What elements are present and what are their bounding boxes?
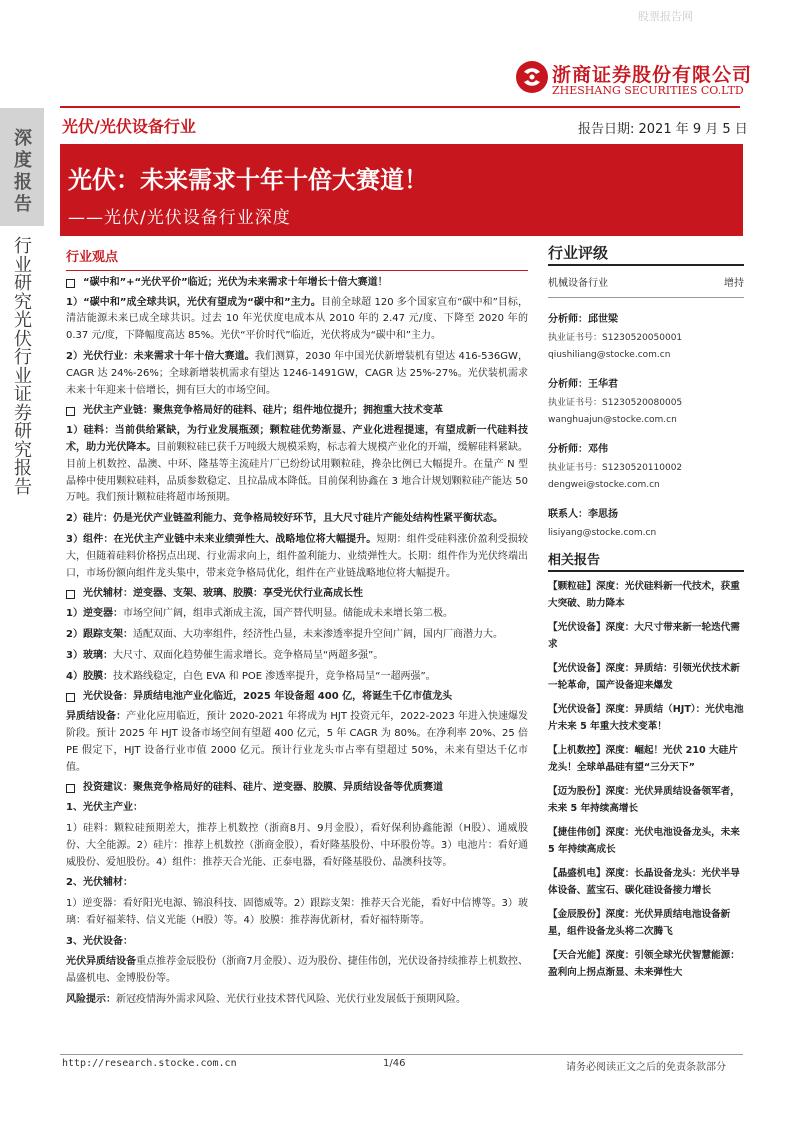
related-report-link[interactable]: 【捷佳伟创】深度：光伏电池设备龙头，未来 5 年持续高成长 (548, 827, 740, 855)
bullet-heading: 投资建议：聚焦竞争格局好的硅料、硅片、逆变器、胶膜、异质结设备等优质赛道 (66, 780, 528, 797)
analyst-card (548, 377, 744, 428)
rating-sector: 机械设备行业 (548, 278, 608, 289)
analyst-email[interactable]: wanghuajun@stocke.com.cn (548, 415, 677, 425)
related-report-link[interactable]: 【光伏设备】深度：异质结：引领光伏技术新一轮革命，国产设备迎来爆发 (548, 663, 740, 691)
paragraph: 1）逆变器：看好阳光电源、锦浪科技、固德威等。2）跟踪支架：推荐天合光能，看好中信博等。3）玻璃：看好福莱特、信义光能（H股）等。4）胶膜：推荐海优新材，看好福特斯等。 (66, 898, 528, 926)
related-report-link[interactable]: 【金辰股份】深度：光伏异质结电池设备新星，组件设备龙头将二次腾飞 (548, 909, 731, 937)
paragraph: 3）玻璃：大尺寸、双面化趋势催生需求增长。竞争格局呈“两超多强”。 (66, 649, 384, 661)
risk-warning: 风险提示：新冠疫情海外需求风险、光伏行业技术替代风险、光伏行业发展低于预期风险。 (66, 994, 466, 1006)
bullet-heading: 光伏主产业链：聚焦竞争格局好的硅料、硅片；组件地位提升；拥抱重大技术变革 (66, 403, 528, 420)
analyst-cert: 执业证书号：S1230520110002 (548, 463, 683, 473)
related-report-link[interactable]: 【上机数控】深度：崛起！光伏 210 大硅片龙头！全球单晶硅有望“三分天下” (548, 745, 738, 773)
contact-name: 联系人：李思扬 (548, 509, 618, 520)
paragraph: 1）硅料：当前供给紧缺，为行业发展瓶颈；颗粒硅优势渐显、产业化进程提速，有望成新一代硅料技术，助力光伏降本。目前颗粒硅已获千万吨级大规模采购，标志着大规模产业化的开端，缓解硅料紧缺。目前上机数控、晶澳、中环、隆基等主流硅片厂已纷纷试用颗粒硅，搀杂比例已大幅提升。在量产 N 型晶棒中使用颗粒硅料，品质参数稳定、且拉晶成本降低。目前保利协鑫在 3 地合计规划颗粒硅产能达 50 万吨。我们预计颗粒硅将超市场预期。 (66, 425, 529, 504)
checkbox-bullet-icon (66, 693, 75, 702)
checkbox-bullet-icon (66, 407, 75, 416)
bullet-heading: “碳中和”+“光伏平价”临近；光伏为未来需求十年增长十倍大赛道！ (66, 275, 528, 292)
related-report-link[interactable]: 【光伏设备】深度：异质结（HJT）：光伏电池片未来 5 年重大技术变革！ (548, 704, 744, 732)
paragraph: 4）胶膜：技术路线稳定，白色 EVA 和 POE 渗透率提升，竞争格局呈“一超两强”。 (66, 670, 436, 682)
checkbox-bullet-icon (66, 784, 75, 793)
paragraph: 3）组件：在光伏主产业链中未来业绩弹性大、战略地位将大幅提升。短期：组件受硅料涨价盈利受损较大，但随着硅料价格拐点出现、行业需求向上，组件盈利能力、业绩弹性大。长期：组件作为光伏终端出口，市场份额向组件龙头集中，带来竞争格局优化，组件在产业链战略地位将大幅提升。 (66, 533, 529, 579)
rating-row (548, 270, 744, 298)
subheading: 2、光伏辅材： (66, 877, 133, 889)
paragraph: 1）逆变器：市场空间广阔，组串式渐成主流，国产替代明显。储能成未来增长第二极。 (66, 608, 453, 620)
report-type-label: 深度报告 (14, 128, 32, 215)
page-subtitle: ——光伏/光伏设备行业深度 (68, 208, 291, 228)
page-title: 光伏：未来需求十年十倍大赛道！ (68, 166, 428, 194)
industry-view-column (66, 250, 528, 1013)
analyst-email[interactable]: dengwei@stocke.com.cn (548, 480, 660, 490)
checkbox-bullet-icon (66, 590, 75, 599)
rating-heading: 行业评级 (548, 246, 744, 266)
industry-label: 光伏/光伏设备行业 (62, 117, 196, 136)
related-report-link[interactable]: 【光伏设备】深度：大尺寸带来新一轮迭代需求 (548, 622, 740, 650)
report-date: 报告日期: 2021 年 9 月 5 日 (578, 122, 748, 137)
paragraph: 2）硅片：仍是光伏产业链盈利能力、竞争格局较好环节，且大尺寸硅片产能处结构性紧平衡状态。 (66, 513, 503, 525)
bullet-heading: 光伏辅材：逆变器、支架、玻璃、胶膜：享受光伏行业高成长性 (66, 586, 528, 603)
company-logo-icon (515, 60, 549, 94)
page-number: 1/46 (383, 1058, 406, 1069)
company-name-cn: 浙商证券股份有限公司 (552, 64, 753, 86)
paragraph: 2）光伏行业：未来需求十年十倍大赛道。我们测算，2030 年中国光伏新增装机有望达 416-536GW，CAGR 达 24%-26%；全球新增装机需求有望达 1246-1491GW，CAGR 达 25%-27%。光伏装机需求未来十年迎来十倍增长，拥有巨大的市场空间。 (66, 350, 528, 396)
related-report-link[interactable]: 【颗粒硅】深度：光伏硅料新一代技术，获重大突破、助力降本 (548, 581, 740, 609)
paragraph: 2）跟踪支架：适配双面、大功率组件，经济性凸显，未来渗透率提升空间广阔，国内厂商潜力大。 (66, 628, 503, 640)
analyst-card (548, 312, 744, 363)
rating-sidebar (548, 246, 744, 988)
related-report-link[interactable]: 【晶盛机电】深度：长晶设备龙头：光伏半导体设备、蓝宝石、碳化硅设备接力增长 (548, 868, 740, 896)
contact-card (548, 507, 744, 541)
paragraph: 光伏异质结设备重点推荐金辰股份（浙商7月金股）、迈为股份、捷佳伟创，光伏设备持续推荐上机数控、晶盛机电、金博股份等。 (66, 956, 529, 985)
company-name-en: ZHESHANG SECURITIES CO.LTD (552, 84, 744, 97)
related-report-link[interactable]: 【迈为股份】深度：光伏异质结设备领军者，未来 5 年持续高增长 (548, 786, 740, 814)
paragraph: 1）“碳中和”成全球共识，光伏有望成为“碳中和”主力。目前全球超 120 多个国家宣布“碳中和”目标，清洁能源未来已成全球共识。过去 10 年光伏度电成本从 2010 年的 2.47 元/度、下降至 2020 年的 0.37 元/度，下降幅度高达 85%。光伏“平价时代”临近，光伏将成为“碳中和”主力。 (66, 296, 528, 342)
analyst-name: 分析师：王华君 (548, 379, 618, 390)
analyst-cert: 执业证书号：S1230520050001 (548, 333, 683, 343)
header-divider (60, 106, 740, 108)
paragraph: 异质结设备：产业化应用临近，预计 2020-2021 年将成为 HJT 投资元年，2022-2023 年进入快速爆发阶段。预计 2025 年 HJT 设备市场空间有望超 400 亿元，5 年 CAGR 为 80%。在净利率 20%、25 倍 PE 假定下，HJT 设备行业市值 2000 亿元。预计行业龙头市占率有望超过 50%，未来有望达千亿市值。 (66, 711, 529, 773)
analyst-cert: 执业证书号：S1230520080005 (548, 398, 683, 408)
related-reports-heading: 相关报告 (548, 553, 744, 572)
sidebar-vertical-label: 行业研究 光伏行业 证券研究报告 (14, 236, 32, 498)
contact-email[interactable]: lisiyang@stocke.com.cn (548, 528, 657, 538)
bullet-heading: 光伏设备：异质结电池产业化临近，2025 年设备超 400 亿，将诞生千亿市值龙头 (66, 689, 528, 706)
footer-divider (60, 1054, 743, 1055)
footer-url-link[interactable]: http://research.stocke.com.cn (62, 1058, 237, 1069)
paragraph: 1）硅料：颗粒硅预期差大，推荐上机数控（浙商8月、9月金股），看好保利协鑫能源（H股）、通威股份、大全能源。2）硅片：推荐上机数控（浙商金股），看好隆基股份、中环股份等。3）电池片：看好通威股份、爱旭股份。4）组件：推荐天合光能、正泰电器，看好隆基股份、晶澳科技等。 (66, 822, 528, 868)
related-report-link[interactable]: 【天合光能】深度：引领全球光伏智慧能源：盈利向上拐点渐显、未来弹性大 (548, 950, 740, 978)
analyst-name: 分析师：邱世梁 (548, 314, 618, 325)
section-title: 行业观点 (66, 250, 528, 271)
footer-disclaimer: 请务必阅读正文之后的免责条款部分 (566, 1062, 726, 1073)
watermark: 股票报告网 (638, 10, 693, 23)
analyst-name: 分析师：邓伟 (548, 444, 608, 455)
subheading: 3、光伏设备： (66, 935, 133, 947)
analyst-email[interactable]: qiushiliang@stocke.com.cn (548, 350, 671, 360)
subheading: 1、光伏主产业： (66, 802, 143, 814)
analyst-card (548, 442, 744, 493)
rating-value: 增持 (724, 278, 744, 289)
checkbox-bullet-icon (66, 279, 75, 288)
